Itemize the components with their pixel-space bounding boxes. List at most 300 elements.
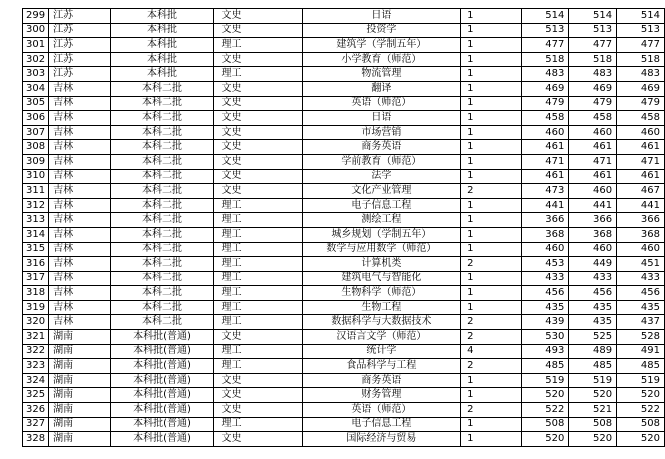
min-score-cell: 519 [569, 373, 617, 388]
enrollment-count-cell: 1 [461, 154, 521, 169]
average-score-cell: 471 [617, 154, 665, 169]
category-cell: 理工 [213, 300, 302, 315]
category-cell: 文史 [213, 373, 302, 388]
table-row [23, 286, 665, 301]
batch-cell: 本科批(普通) [111, 417, 213, 432]
average-score-cell: 435 [617, 300, 665, 315]
major-cell: 日语 [302, 9, 461, 24]
category-cell: 文史 [213, 52, 302, 67]
table-row [23, 23, 665, 38]
table-row [23, 198, 665, 213]
max-score-cell: 518 [521, 52, 569, 67]
row-number-cell: 323 [23, 359, 49, 374]
table-row [23, 9, 665, 24]
enrollment-count-cell: 1 [461, 432, 521, 447]
major-cell: 建筑电气与智能化 [302, 271, 461, 286]
max-score-cell: 458 [521, 111, 569, 126]
batch-cell: 本科二批 [111, 154, 213, 169]
table-row [23, 184, 665, 199]
max-score-cell: 435 [521, 300, 569, 315]
max-score-cell: 460 [521, 242, 569, 257]
row-number-cell: 313 [23, 213, 49, 228]
row-number-cell: 327 [23, 417, 49, 432]
major-cell: 翻译 [302, 81, 461, 96]
enrollment-count-cell: 1 [461, 81, 521, 96]
table-row [23, 67, 665, 82]
enrollment-count-cell: 1 [461, 417, 521, 432]
table-row [23, 111, 665, 126]
max-score-cell: 508 [521, 417, 569, 432]
category-cell: 文史 [213, 111, 302, 126]
province-cell: 江苏 [49, 38, 111, 53]
row-number-cell: 299 [23, 9, 49, 24]
batch-cell: 本科二批 [111, 315, 213, 330]
major-cell: 英语（师范） [302, 96, 461, 111]
category-cell: 理工 [213, 198, 302, 213]
province-cell: 湖南 [49, 344, 111, 359]
category-cell: 理工 [213, 286, 302, 301]
min-score-cell: 489 [569, 344, 617, 359]
province-cell: 江苏 [49, 52, 111, 67]
category-cell: 理工 [213, 38, 302, 53]
max-score-cell: 530 [521, 330, 569, 345]
row-number-cell: 320 [23, 315, 49, 330]
major-cell: 生物科学（师范） [302, 286, 461, 301]
batch-cell: 本科批(普通) [111, 403, 213, 418]
max-score-cell: 471 [521, 154, 569, 169]
batch-cell: 本科批 [111, 9, 213, 24]
province-cell: 湖南 [49, 330, 111, 345]
min-score-cell: 461 [569, 140, 617, 155]
min-score-cell: 433 [569, 271, 617, 286]
enrollment-count-cell: 1 [461, 140, 521, 155]
enrollment-count-cell: 1 [461, 388, 521, 403]
table-row [23, 81, 665, 96]
table-row [23, 125, 665, 140]
province-cell: 吉林 [49, 184, 111, 199]
enrollment-count-cell: 1 [461, 213, 521, 228]
min-score-cell: 460 [569, 125, 617, 140]
average-score-cell: 433 [617, 271, 665, 286]
province-cell: 湖南 [49, 373, 111, 388]
max-score-cell: 479 [521, 96, 569, 111]
province-cell: 江苏 [49, 9, 111, 24]
batch-cell: 本科二批 [111, 286, 213, 301]
max-score-cell: 485 [521, 359, 569, 374]
province-cell: 吉林 [49, 169, 111, 184]
average-score-cell: 520 [617, 388, 665, 403]
average-score-cell: 518 [617, 52, 665, 67]
table-row [23, 96, 665, 111]
row-number-cell: 310 [23, 169, 49, 184]
major-cell: 物流管理 [302, 67, 461, 82]
batch-cell: 本科批 [111, 52, 213, 67]
max-score-cell: 520 [521, 388, 569, 403]
table-row [23, 38, 665, 53]
table-row [23, 169, 665, 184]
enrollment-count-cell: 2 [461, 359, 521, 374]
category-cell: 文史 [213, 81, 302, 96]
row-number-cell: 318 [23, 286, 49, 301]
min-score-cell: 460 [569, 242, 617, 257]
category-cell: 理工 [213, 227, 302, 242]
batch-cell: 本科二批 [111, 140, 213, 155]
max-score-cell: 483 [521, 67, 569, 82]
category-cell: 理工 [213, 315, 302, 330]
average-score-cell: 461 [617, 140, 665, 155]
table-row [23, 227, 665, 242]
row-number-cell: 321 [23, 330, 49, 345]
major-cell: 建筑学（学制五年） [302, 38, 461, 53]
province-cell: 吉林 [49, 96, 111, 111]
row-number-cell: 315 [23, 242, 49, 257]
admission-score-table-container [22, 8, 665, 447]
enrollment-count-cell: 1 [461, 9, 521, 24]
batch-cell: 本科二批 [111, 271, 213, 286]
min-score-cell: 520 [569, 432, 617, 447]
province-cell: 湖南 [49, 417, 111, 432]
province-cell: 吉林 [49, 257, 111, 272]
batch-cell: 本科二批 [111, 227, 213, 242]
row-number-cell: 304 [23, 81, 49, 96]
enrollment-count-cell: 1 [461, 23, 521, 38]
province-cell: 湖南 [49, 403, 111, 418]
max-score-cell: 477 [521, 38, 569, 53]
major-cell: 法学 [302, 169, 461, 184]
category-cell: 理工 [213, 257, 302, 272]
max-score-cell: 522 [521, 403, 569, 418]
table-row [23, 432, 665, 447]
table-row [23, 315, 665, 330]
min-score-cell: 471 [569, 154, 617, 169]
batch-cell: 本科二批 [111, 184, 213, 199]
max-score-cell: 456 [521, 286, 569, 301]
province-cell: 吉林 [49, 213, 111, 228]
average-score-cell: 522 [617, 403, 665, 418]
enrollment-count-cell: 1 [461, 286, 521, 301]
category-cell: 理工 [213, 271, 302, 286]
table-body [23, 9, 665, 447]
min-score-cell: 460 [569, 184, 617, 199]
enrollment-count-cell: 1 [461, 96, 521, 111]
province-cell: 吉林 [49, 286, 111, 301]
major-cell: 数学与应用数学（师范） [302, 242, 461, 257]
average-score-cell: 441 [617, 198, 665, 213]
average-score-cell: 491 [617, 344, 665, 359]
table-row [23, 52, 665, 67]
average-score-cell: 508 [617, 417, 665, 432]
enrollment-count-cell: 1 [461, 67, 521, 82]
table-row [23, 242, 665, 257]
major-cell: 投资学 [302, 23, 461, 38]
province-cell: 吉林 [49, 227, 111, 242]
min-score-cell: 435 [569, 315, 617, 330]
min-score-cell: 514 [569, 9, 617, 24]
max-score-cell: 519 [521, 373, 569, 388]
province-cell: 江苏 [49, 23, 111, 38]
enrollment-count-cell: 2 [461, 403, 521, 418]
row-number-cell: 314 [23, 227, 49, 242]
major-cell: 计算机类 [302, 257, 461, 272]
table-row [23, 213, 665, 228]
average-score-cell: 469 [617, 81, 665, 96]
row-number-cell: 311 [23, 184, 49, 199]
table-row [23, 257, 665, 272]
max-score-cell: 460 [521, 125, 569, 140]
table-row [23, 140, 665, 155]
province-cell: 吉林 [49, 81, 111, 96]
row-number-cell: 301 [23, 38, 49, 53]
batch-cell: 本科批(普通) [111, 373, 213, 388]
table-row [23, 417, 665, 432]
category-cell: 文史 [213, 432, 302, 447]
table-row [23, 373, 665, 388]
major-cell: 生物工程 [302, 300, 461, 315]
row-number-cell: 319 [23, 300, 49, 315]
min-score-cell: 477 [569, 38, 617, 53]
min-score-cell: 469 [569, 81, 617, 96]
major-cell: 数据科学与大数据技术 [302, 315, 461, 330]
enrollment-count-cell: 2 [461, 330, 521, 345]
category-cell: 文史 [213, 154, 302, 169]
average-score-cell: 461 [617, 169, 665, 184]
max-score-cell: 433 [521, 271, 569, 286]
category-cell: 文史 [213, 9, 302, 24]
province-cell: 湖南 [49, 388, 111, 403]
batch-cell: 本科二批 [111, 81, 213, 96]
max-score-cell: 520 [521, 432, 569, 447]
min-score-cell: 441 [569, 198, 617, 213]
major-cell: 英语（师范） [302, 403, 461, 418]
min-score-cell: 366 [569, 213, 617, 228]
table-row [23, 300, 665, 315]
average-score-cell: 460 [617, 125, 665, 140]
min-score-cell: 483 [569, 67, 617, 82]
min-score-cell: 368 [569, 227, 617, 242]
batch-cell: 本科二批 [111, 96, 213, 111]
province-cell: 吉林 [49, 242, 111, 257]
batch-cell: 本科批 [111, 38, 213, 53]
max-score-cell: 441 [521, 198, 569, 213]
batch-cell: 本科批(普通) [111, 330, 213, 345]
min-score-cell: 456 [569, 286, 617, 301]
row-number-cell: 312 [23, 198, 49, 213]
min-score-cell: 521 [569, 403, 617, 418]
min-score-cell: 518 [569, 52, 617, 67]
category-cell: 理工 [213, 242, 302, 257]
category-cell: 理工 [213, 359, 302, 374]
enrollment-count-cell: 2 [461, 257, 521, 272]
enrollment-count-cell: 1 [461, 169, 521, 184]
major-cell: 测绘工程 [302, 213, 461, 228]
max-score-cell: 514 [521, 9, 569, 24]
province-cell: 吉林 [49, 125, 111, 140]
province-cell: 湖南 [49, 432, 111, 447]
province-cell: 吉林 [49, 300, 111, 315]
batch-cell: 本科批(普通) [111, 432, 213, 447]
average-score-cell: 368 [617, 227, 665, 242]
row-number-cell: 324 [23, 373, 49, 388]
row-number-cell: 306 [23, 111, 49, 126]
enrollment-count-cell: 2 [461, 315, 521, 330]
batch-cell: 本科批(普通) [111, 344, 213, 359]
major-cell: 汉语言文学（师范） [302, 330, 461, 345]
enrollment-count-cell: 1 [461, 38, 521, 53]
category-cell: 理工 [213, 67, 302, 82]
row-number-cell: 317 [23, 271, 49, 286]
table-row [23, 344, 665, 359]
province-cell: 湖南 [49, 359, 111, 374]
batch-cell: 本科二批 [111, 169, 213, 184]
major-cell: 城乡规划（学制五年） [302, 227, 461, 242]
table-row [23, 359, 665, 374]
row-number-cell: 326 [23, 403, 49, 418]
category-cell: 文史 [213, 184, 302, 199]
batch-cell: 本科二批 [111, 257, 213, 272]
admission-score-table [22, 8, 665, 447]
average-score-cell: 451 [617, 257, 665, 272]
row-number-cell: 300 [23, 23, 49, 38]
major-cell: 文化产业管理 [302, 184, 461, 199]
min-score-cell: 449 [569, 257, 617, 272]
table-row [23, 330, 665, 345]
enrollment-count-cell: 1 [461, 300, 521, 315]
average-score-cell: 520 [617, 432, 665, 447]
batch-cell: 本科二批 [111, 300, 213, 315]
average-score-cell: 477 [617, 38, 665, 53]
max-score-cell: 461 [521, 169, 569, 184]
row-number-cell: 322 [23, 344, 49, 359]
category-cell: 文史 [213, 330, 302, 345]
major-cell: 食品科学与工程 [302, 359, 461, 374]
category-cell: 文史 [213, 388, 302, 403]
min-score-cell: 458 [569, 111, 617, 126]
average-score-cell: 483 [617, 67, 665, 82]
batch-cell: 本科二批 [111, 125, 213, 140]
row-number-cell: 307 [23, 125, 49, 140]
min-score-cell: 435 [569, 300, 617, 315]
batch-cell: 本科二批 [111, 111, 213, 126]
category-cell: 文史 [213, 23, 302, 38]
province-cell: 吉林 [49, 154, 111, 169]
major-cell: 小学教育（师范） [302, 52, 461, 67]
major-cell: 商务英语 [302, 140, 461, 155]
enrollment-count-cell: 1 [461, 271, 521, 286]
max-score-cell: 439 [521, 315, 569, 330]
row-number-cell: 302 [23, 52, 49, 67]
enrollment-count-cell: 1 [461, 125, 521, 140]
batch-cell: 本科批(普通) [111, 359, 213, 374]
max-score-cell: 469 [521, 81, 569, 96]
row-number-cell: 316 [23, 257, 49, 272]
min-score-cell: 520 [569, 388, 617, 403]
max-score-cell: 493 [521, 344, 569, 359]
enrollment-count-cell: 1 [461, 373, 521, 388]
major-cell: 统计学 [302, 344, 461, 359]
category-cell: 文史 [213, 125, 302, 140]
table-row [23, 154, 665, 169]
average-score-cell: 458 [617, 111, 665, 126]
province-cell: 吉林 [49, 111, 111, 126]
major-cell: 电子信息工程 [302, 198, 461, 213]
enrollment-count-cell: 2 [461, 184, 521, 199]
category-cell: 文史 [213, 169, 302, 184]
average-score-cell: 519 [617, 373, 665, 388]
major-cell: 电子信息工程 [302, 417, 461, 432]
table-row [23, 271, 665, 286]
average-score-cell: 456 [617, 286, 665, 301]
category-cell: 文史 [213, 403, 302, 418]
batch-cell: 本科批 [111, 23, 213, 38]
batch-cell: 本科二批 [111, 242, 213, 257]
max-score-cell: 513 [521, 23, 569, 38]
min-score-cell: 513 [569, 23, 617, 38]
max-score-cell: 453 [521, 257, 569, 272]
table-row [23, 388, 665, 403]
batch-cell: 本科批 [111, 67, 213, 82]
row-number-cell: 328 [23, 432, 49, 447]
row-number-cell: 308 [23, 140, 49, 155]
category-cell: 理工 [213, 213, 302, 228]
major-cell: 日语 [302, 111, 461, 126]
batch-cell: 本科二批 [111, 213, 213, 228]
row-number-cell: 309 [23, 154, 49, 169]
batch-cell: 本科二批 [111, 198, 213, 213]
max-score-cell: 461 [521, 140, 569, 155]
major-cell: 国际经济与贸易 [302, 432, 461, 447]
province-cell: 江苏 [49, 67, 111, 82]
average-score-cell: 528 [617, 330, 665, 345]
category-cell: 理工 [213, 344, 302, 359]
min-score-cell: 508 [569, 417, 617, 432]
enrollment-count-cell: 1 [461, 52, 521, 67]
min-score-cell: 461 [569, 169, 617, 184]
average-score-cell: 467 [617, 184, 665, 199]
enrollment-count-cell: 1 [461, 242, 521, 257]
major-cell: 财务管理 [302, 388, 461, 403]
enrollment-count-cell: 1 [461, 198, 521, 213]
average-score-cell: 460 [617, 242, 665, 257]
table-row [23, 403, 665, 418]
major-cell: 学前教育（师范） [302, 154, 461, 169]
province-cell: 吉林 [49, 315, 111, 330]
enrollment-count-cell: 4 [461, 344, 521, 359]
major-cell: 市场营销 [302, 125, 461, 140]
min-score-cell: 525 [569, 330, 617, 345]
row-number-cell: 325 [23, 388, 49, 403]
max-score-cell: 473 [521, 184, 569, 199]
average-score-cell: 479 [617, 96, 665, 111]
average-score-cell: 513 [617, 23, 665, 38]
batch-cell: 本科批(普通) [111, 388, 213, 403]
min-score-cell: 485 [569, 359, 617, 374]
enrollment-count-cell: 1 [461, 111, 521, 126]
row-number-cell: 305 [23, 96, 49, 111]
enrollment-count-cell: 1 [461, 227, 521, 242]
average-score-cell: 437 [617, 315, 665, 330]
average-score-cell: 366 [617, 213, 665, 228]
average-score-cell: 514 [617, 9, 665, 24]
min-score-cell: 479 [569, 96, 617, 111]
province-cell: 吉林 [49, 271, 111, 286]
province-cell: 吉林 [49, 198, 111, 213]
max-score-cell: 366 [521, 213, 569, 228]
major-cell: 商务英语 [302, 373, 461, 388]
category-cell: 理工 [213, 417, 302, 432]
row-number-cell: 303 [23, 67, 49, 82]
average-score-cell: 485 [617, 359, 665, 374]
province-cell: 吉林 [49, 140, 111, 155]
